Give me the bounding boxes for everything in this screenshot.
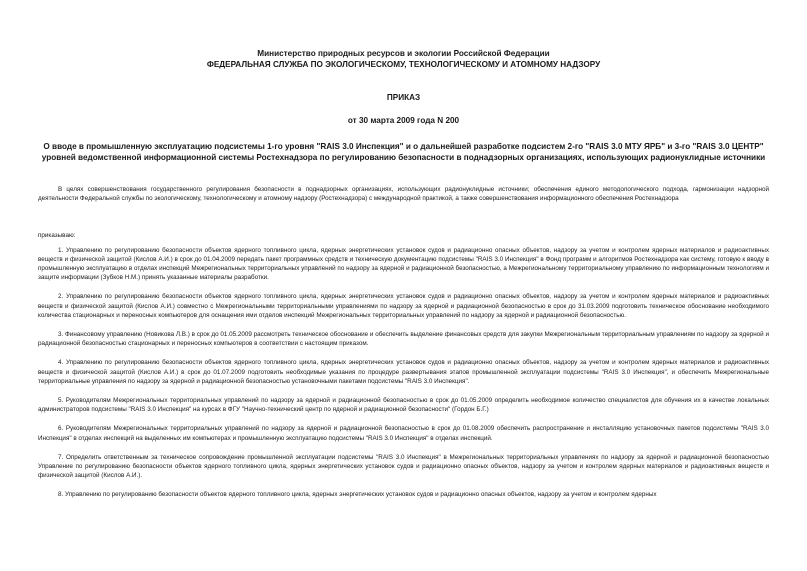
orders-word: приказываю: — [38, 232, 76, 240]
order-type: ПРИКАЗ — [386, 93, 421, 102]
service-name: ФЕДЕРАЛЬНАЯ СЛУЖБА ПО ЭКОЛОГИЧЕСКОМУ, ТЕХНОЛОГИЧЕСКОМУ И АТОМНОМУ НАДЗОРУ — [206, 60, 601, 69]
order-item-3: 3. Финансовому управлению (Новикова Л.В.) в срок до 01.05.2009 рассмотреть техническое обоснование и обеспечить выделение финансовых средств для закупки Межрегиональным территориальным управлениям по надзору за ядерной и радиационной безопасностью стационарных и переносных компьютеров в соответствии с настоящим приказом. — [38, 331, 769, 348]
order-item-6: 6. Руководителям Межрегиональных территориальных управлений по надзору за ядерной и радиационной безопасностью в срок до 01.08.2009 обеспечить распространение и инсталляцию установочных пакетов подсистемы "RAIS 3.0 Инспекция" в отделах инспекций на выделенных им компьютерах и промышленную эксплуатацию подсистемы "RAIS 3.0 Инспекция" в отделах инспекций. — [38, 425, 769, 442]
order-date: от 30 марта 2009 года N 200 — [347, 116, 460, 125]
preamble-paragraph: В целях совершенствования государственного регулирования безопасности в поднадзорных организациях, использующих радионуклидные источники; обеспечения единого методологического подхода, гармонизации надзорной деятельности Федеральной службы по экологическому, технологическому и атомному надзору (Ростехнадзора) с международной практикой, а также совершенствования информационного обеспечения Ростехнадзора — [38, 186, 769, 203]
ministry-name: Министерство природных ресурсов и экологии Российской Федерации — [257, 49, 550, 58]
order-item-4: 4. Управлению по регулированию безопасности объектов ядерного топливного цикла, ядерных энергетических установок судов и радиационно опасных объектов, надзору за учетом и контролем ядерных материалов и радиоактивных веществ и физической защитой (Кислов А.И.) в срок до 01.07.2009 подготовить необходимые указания по процедуре развертывания этапов промышленной эксплуатации подсистемы "RAIS 3.0 Инспекция", и обеспечить Межрегиональные территориальные управления по надзору за ядерной и радиационной безопасностью установочными пакетами подсистемы "RAIS 3.0 Инспекция". — [38, 359, 769, 385]
order-item-5: 5. Руководителям Межрегиональных территориальных управлений по надзору за ядерной и радиационной безопасностью в срок до 01.05.2009 определить необходимое количество специалистов для обучения их в качестве локальных администраторов подсистемы "RAIS 3.0 Инспекция" на курсах в ФГУ "Научно-технический центр по ядерной и радиационной безопасности" (Гордон Б.Г.) — [38, 397, 769, 414]
order-item-7: 7. Определить ответственным за техническое сопровождение промышленной эксплуатации подсистемы "RAIS 3.0 Инспекция" в Межрегиональных территориальных управлениях по надзору за ядерной и радиационной безопасностью Управление по регулированию безопасности объектов ядерного топливного цикла, ядерных энергетических установок судов и радиационно опасных объектов, надзору за учетом и контролем ядерных материалов и радиоактивных веществ и физической защитой (Кислов А.И.). — [38, 453, 769, 480]
order-item-8: 8. Управлению по регулированию безопасности объектов ядерного топливного цикла, ядерных энергетических установок судов и радиационно опасных объектов, надзору за учетом и контролем ядерных — [58, 491, 657, 499]
document-title: О вводе в промышленную эксплуатацию подсистемы 1-го уровня "RAIS 3.0 Инспекция" и о дальнейшей разработке подсистем 2-го "RAIS 3.0 МТУ ЯРБ" и 3-го "RAIS 3.0 ЦЕНТР" уровней ведомственной информационной системы Ростехнадзора по регулированию безопасности в поднадзорных организациях, использующих радионуклидные источники — [41, 142, 766, 162]
order-item-2: 2. Управлению по регулированию безопасности объектов ядерного топливного цикла, ядерных энергетических установок судов и радиационно опасных объектов, надзору за учетом и контролем ядерных материалов и радиоактивных веществ и физической защитой (Кислов А.И.) совместно с Межрегиональными территориальными управлениями по надзору за ядерной и радиационной безопасностью в срок до 31.03.2009 подготовить техническое обоснование необходимого количества стационарных и переносных компьютеров для оснащения ими отделов инспекций Межрегиональных территориальных управлений по надзору за ядерной и радиационной безопасностью. — [38, 293, 769, 319]
order-item-1: 1. Управлению по регулированию безопасности объектов ядерного топливного цикла, ядерных энергетических установок судов и радиационно опасных объектов, надзору за учетом и контролем ядерных материалов и радиоактивных веществ и физической защитой (Кислов А.И.) в срок до 01.04.2009 передать пакет программных средств и техническую документацию подсистемы "RAIS 3.0 Инспекция" в Фонд программ и алгоритмов Ростехнадзора как систему, готовую к вводу в промышленную эксплуатацию в отделах инспекций Межрегиональных территориальных управлений по надзору за ядерной и радиационной безопасностью, а Межрегиональному территориальному управлению по информационным технологиям и защите информации (Зубков Н.М.) принять указанные материалы разработки. — [38, 246, 769, 282]
